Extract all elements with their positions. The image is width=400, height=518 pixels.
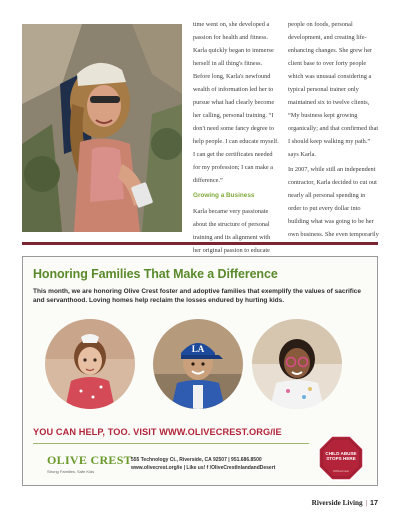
boy-in-dodgers-cap-photo: [153, 319, 243, 409]
olive-crest-logo: [47, 453, 132, 474]
folio-separator: |: [365, 499, 367, 507]
woman-hiker-photo: [22, 24, 182, 232]
svg-text:LA: LA: [191, 344, 205, 354]
article-paragraph: people on foods, personal development, and creating life-enhancing changes. She grew her client base to over forty people which was unusual considering a typical personal trainer only maintained six to twelve clients, “My business kept growing organically; and that confirmed that I should keep walking my path.” says Karla.: [288, 21, 379, 158]
ad-title: Honoring Families That Make a Difference: [33, 267, 278, 281]
article-paragraph: In 2007, while still an independent contractor, Karla decided to cut out nearly all personal spending in order to put every dollar into building what was going to be her own business. She even temporarily: [288, 166, 379, 238]
article-column-1: [193, 18, 279, 259]
girl-with-bow-photo: [45, 319, 135, 409]
page-number: 17: [370, 498, 378, 507]
badge-hashtag: #OliveCrest: [333, 469, 349, 473]
ad-call-to-action[interactable]: YOU CAN HELP, TOO. VISIT WWW.OLIVECREST.ORG/IE: [33, 427, 282, 437]
logo-name: OLIVE CREST: [47, 453, 132, 467]
article-paragraph: time went on, she developed a passion for health and fitness. Karla quickly began to immerse herself in all thing's fitness. Before long, Karla's newfound wealth of information led her to pursue what had clearly become her calling, personal training. “I don't need some fancy degree to help people. I can educate myself. I can get the certificates needed for my profession; I can make a difference.”: [193, 21, 279, 184]
ad-contact-info: [131, 456, 275, 472]
article-column-2: [288, 18, 380, 243]
ad-divider: [33, 443, 309, 444]
article-paragraph: Karla became very passionate about the structure of personal training and its alignment with her original passion to educate: [193, 208, 271, 254]
contact-web[interactable]: www.olivecrest.org/ie | Like us! f /OliveCrestInlandandDesert: [131, 465, 276, 471]
logo-tagline: Strong Families, Safe Kids: [47, 469, 95, 474]
page-folio: [312, 498, 378, 507]
contact-address: 555 Technology Ct., Riverside, CA 92507 | 951.686.8500: [131, 457, 262, 463]
badge-text: CHILD ABUSE STOPS HERE: [325, 451, 357, 462]
article-subhead: Growing a Business: [193, 192, 255, 199]
olive-crest-advertisement: [22, 256, 378, 486]
section-divider: [22, 242, 378, 245]
ad-subtitle: This month, we are honoring Olive Crest foster and adoptive families that exemplify the values of sacrifice and servanthood. Loving homes help reclaim the losses endured by hurting kids.: [33, 288, 361, 304]
magazine-name: Riverside Living: [311, 499, 363, 507]
girl-with-glasses-photo: [252, 319, 342, 409]
